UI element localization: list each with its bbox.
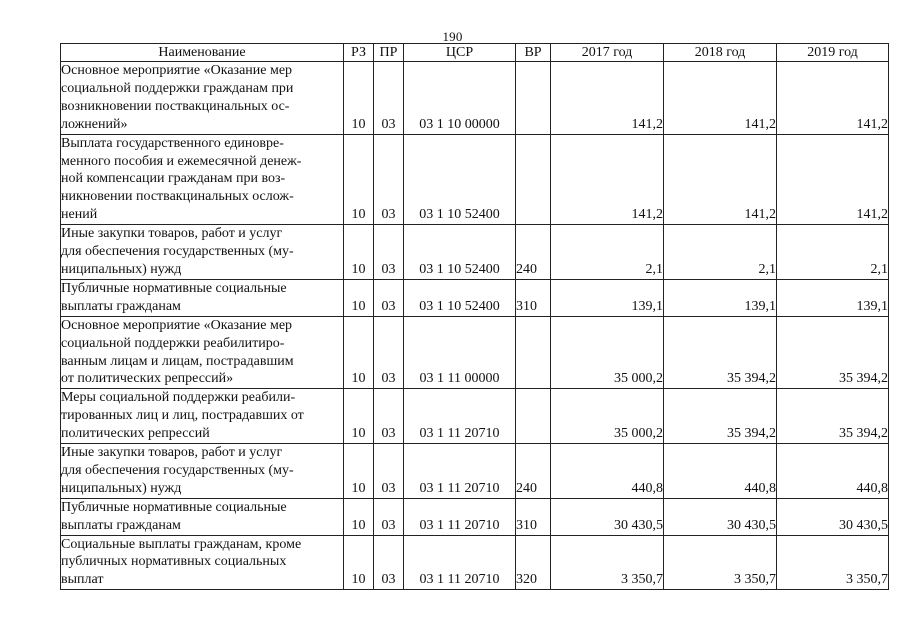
row-name-line: Меры социальной поддержки реабили- bbox=[61, 390, 296, 406]
row-name-line: политических репрессий bbox=[61, 426, 210, 442]
row-name bbox=[61, 535, 344, 590]
cell-2018: 30 430,5 bbox=[664, 498, 777, 535]
cell-2018: 440,8 bbox=[664, 444, 777, 499]
cell-2019: 2,1 bbox=[777, 225, 889, 280]
cell-rz: 10 bbox=[344, 279, 374, 316]
cell-csr: 03 1 11 20710 bbox=[404, 389, 516, 444]
row-name bbox=[61, 498, 344, 535]
column-header: Наименование bbox=[61, 44, 344, 62]
cell-rz: 10 bbox=[344, 134, 374, 225]
cell-2017: 2,1 bbox=[551, 225, 664, 280]
row-name bbox=[61, 62, 344, 135]
row-name-line: никновении поствакцинальных ослож- bbox=[61, 189, 294, 205]
table-row bbox=[61, 389, 889, 444]
cell-pr: 03 bbox=[374, 134, 404, 225]
row-name-line: выплат bbox=[61, 572, 104, 588]
cell-2017: 3 350,7 bbox=[551, 535, 664, 590]
row-name-line: ной компенсации гражданам при воз- bbox=[61, 171, 286, 187]
row-name-line: Основное мероприятие «Оказание мер bbox=[61, 317, 293, 333]
column-header: РЗ bbox=[344, 44, 374, 62]
table-row bbox=[61, 444, 889, 499]
cell-vr bbox=[516, 62, 551, 135]
cell-2019: 141,2 bbox=[777, 134, 889, 225]
table-row bbox=[61, 279, 889, 316]
row-name-line: тированных лиц и лиц, пострадавших от bbox=[61, 408, 304, 424]
row-name-line: публичных нормативных социальных bbox=[61, 554, 287, 570]
column-header: 2018 год bbox=[664, 44, 777, 62]
cell-2017: 141,2 bbox=[551, 62, 664, 135]
row-name-line: Основное мероприятие «Оказание мер bbox=[61, 63, 293, 78]
row-name-line: Иные закупки товаров, работ и услуг bbox=[61, 226, 283, 242]
row-name-line: для обеспечения государственных (му- bbox=[61, 462, 294, 478]
row-name-line: ниципальных) нужд bbox=[61, 261, 182, 277]
cell-2018: 35 394,2 bbox=[664, 316, 777, 389]
table-row bbox=[61, 498, 889, 535]
table-row bbox=[61, 62, 889, 135]
cell-2019: 3 350,7 bbox=[777, 535, 889, 590]
table-row bbox=[61, 134, 889, 225]
row-name-line: возникновении поствакцинальных ос- bbox=[61, 98, 290, 114]
cell-2017: 35 000,2 bbox=[551, 316, 664, 389]
column-header: ЦСР bbox=[404, 44, 516, 62]
cell-2018: 141,2 bbox=[664, 134, 777, 225]
cell-rz: 10 bbox=[344, 62, 374, 135]
cell-pr: 03 bbox=[374, 389, 404, 444]
cell-rz: 10 bbox=[344, 444, 374, 499]
cell-2017: 440,8 bbox=[551, 444, 664, 499]
cell-pr: 03 bbox=[374, 225, 404, 280]
cell-rz: 10 bbox=[344, 498, 374, 535]
row-name-line: Иные закупки товаров, работ и услуг bbox=[61, 445, 283, 461]
row-name-line: для обеспечения государственных (му- bbox=[61, 244, 294, 260]
cell-csr: 03 1 11 20710 bbox=[404, 498, 516, 535]
cell-csr: 03 1 10 52400 bbox=[404, 225, 516, 280]
row-name bbox=[61, 225, 344, 280]
cell-rz: 10 bbox=[344, 389, 374, 444]
cell-2017: 30 430,5 bbox=[551, 498, 664, 535]
row-name-line: ниципальных) нужд bbox=[61, 480, 182, 496]
row-name-line: выплаты гражданам bbox=[61, 298, 181, 314]
column-header: 2017 год bbox=[551, 44, 664, 62]
row-name bbox=[61, 316, 344, 389]
cell-2019: 30 430,5 bbox=[777, 498, 889, 535]
cell-2019: 139,1 bbox=[777, 279, 889, 316]
cell-vr bbox=[516, 134, 551, 225]
row-name bbox=[61, 389, 344, 444]
cell-2019: 35 394,2 bbox=[777, 389, 889, 444]
cell-rz: 10 bbox=[344, 316, 374, 389]
cell-2019: 440,8 bbox=[777, 444, 889, 499]
table-row bbox=[61, 535, 889, 590]
cell-vr: 240 bbox=[516, 444, 551, 499]
cell-2018: 141,2 bbox=[664, 62, 777, 135]
cell-2018: 3 350,7 bbox=[664, 535, 777, 590]
cell-2018: 139,1 bbox=[664, 279, 777, 316]
budget-table bbox=[60, 43, 889, 590]
row-name bbox=[61, 444, 344, 499]
cell-vr bbox=[516, 389, 551, 444]
row-name-line: Социальные выплаты гражданам, кроме bbox=[61, 536, 302, 552]
cell-vr: 240 bbox=[516, 225, 551, 280]
row-name-line: ванным лицам и лицам, пострадавшим bbox=[61, 353, 294, 369]
cell-2019: 35 394,2 bbox=[777, 316, 889, 389]
row-name-line: Публичные нормативные социальные bbox=[61, 499, 287, 515]
cell-pr: 03 bbox=[374, 498, 404, 535]
cell-2017: 141,2 bbox=[551, 134, 664, 225]
row-name-line: выплаты гражданам bbox=[61, 517, 181, 533]
cell-pr: 03 bbox=[374, 62, 404, 135]
table-body bbox=[61, 62, 889, 590]
cell-pr: 03 bbox=[374, 535, 404, 590]
cell-2018: 2,1 bbox=[664, 225, 777, 280]
cell-2018: 35 394,2 bbox=[664, 389, 777, 444]
row-name-line: Публичные нормативные социальные bbox=[61, 280, 287, 296]
cell-vr bbox=[516, 316, 551, 389]
cell-2017: 35 000,2 bbox=[551, 389, 664, 444]
cell-csr: 03 1 11 00000 bbox=[404, 316, 516, 389]
row-name-line: социальной поддержки реабилитиро- bbox=[61, 335, 285, 351]
cell-rz: 10 bbox=[344, 535, 374, 590]
table-row bbox=[61, 225, 889, 280]
cell-csr: 03 1 11 20710 bbox=[404, 444, 516, 499]
cell-csr: 03 1 10 52400 bbox=[404, 134, 516, 225]
cell-csr: 03 1 11 20710 bbox=[404, 535, 516, 590]
page-number: 190 bbox=[442, 29, 463, 44]
cell-2019: 141,2 bbox=[777, 62, 889, 135]
cell-2017: 139,1 bbox=[551, 279, 664, 316]
cell-pr: 03 bbox=[374, 316, 404, 389]
header-row bbox=[61, 44, 889, 62]
row-name-line: Выплата государственного единовре- bbox=[61, 135, 284, 151]
row-name-line: от политических репрессий» bbox=[61, 371, 234, 387]
cell-vr: 310 bbox=[516, 498, 551, 535]
row-name-line: ложнений» bbox=[61, 116, 128, 132]
cell-pr: 03 bbox=[374, 279, 404, 316]
column-header: ВР bbox=[516, 44, 551, 62]
cell-vr: 320 bbox=[516, 535, 551, 590]
row-name-line: социальной поддержки гражданам при bbox=[61, 80, 294, 96]
row-name bbox=[61, 279, 344, 316]
column-header: ПР bbox=[374, 44, 404, 62]
cell-vr: 310 bbox=[516, 279, 551, 316]
row-name bbox=[61, 134, 344, 225]
table-row bbox=[61, 316, 889, 389]
cell-pr: 03 bbox=[374, 444, 404, 499]
row-name-line: нений bbox=[61, 207, 98, 223]
column-header: 2019 год bbox=[777, 44, 889, 62]
cell-csr: 03 1 10 52400 bbox=[404, 279, 516, 316]
cell-csr: 03 1 10 00000 bbox=[404, 62, 516, 135]
cell-rz: 10 bbox=[344, 225, 374, 280]
row-name-line: менного пособия и ежемесячной денеж- bbox=[61, 153, 302, 169]
